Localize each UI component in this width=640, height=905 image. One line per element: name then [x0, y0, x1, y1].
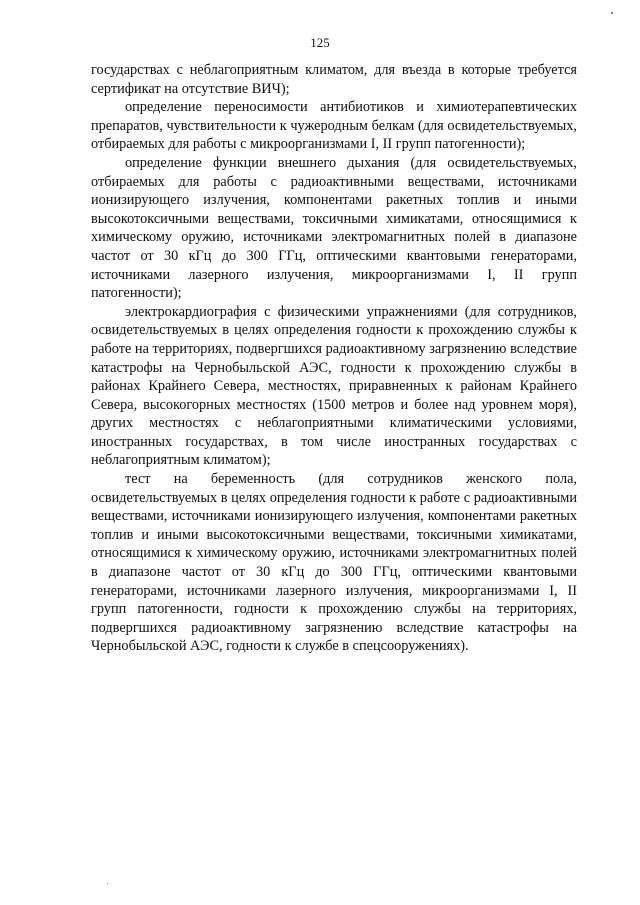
paragraph-respiratory-function: определение функции внешнего дыхания (для освидетельствуемых, отбираемых для работы с радиоактивными веществами, источниками ионизирующего излучения, компонентами ракетных топлив и иными высокотоксичными веществами, токсичными химикатами, относящимися к химическому оружию, источниками электромагнитных полей в диапазоне частот от 30 кГц до 300 ГГц, оптическими квантовыми генераторами, источниками лазерного излучения, микроорганизмами I, II групп патогенности);: [91, 154, 577, 302]
scan-speck: [611, 12, 613, 14]
paragraph-pregnancy-test: тест на беременность (для сотрудников женского пола, освидетельствуемых в целях определения годности к работе с радиоактивными веществами, источниками ионизирующего излучения, компонентами ракетных топлив и иными высокотоксичными веществами, токсичными химикатами, относящимися к химическому оружию, источниками электромагнитных полей в диапазоне частот от 30 кГц до 300 ГГц, оптическими квантовыми генераторами, источниками лазерного излучения, микроорганизмами I, II групп патогенности, годности к прохождению службы на территориях, подвергшихся радиоактивному загрязнению вследствие катастрофы на Чернобыльской АЭС, годности к службе в спецсооружениях).: [91, 471, 577, 655]
scan-speck: [107, 883, 108, 884]
document-body: [91, 61, 577, 656]
paragraph-continuation: государствах с неблагоприятным климатом, для въезда в которые требуется сертификат на отсутствие ВИЧ);: [91, 62, 577, 97]
paragraph-antibiotic-tolerance: определение переносимости антибиотиков и химиотерапевтических препаратов, чувствительности к чужеродным белкам (для освидетельствуемых, отбираемых для работы с микроорганизмами I, II групп патогенности);: [91, 99, 577, 153]
paragraph-electrocardiography: электрокардиография с физическими упражнениями (для сотрудников, освидетельствуемых в целях определения годности к прохождению службы к работе на территориях, подвергшихся радиоактивному загрязнению вследствие катастрофы на Чернобыльской АЭС, годности к прохождению службы в районах Крайнего Севера, местностях, приравненных к районам Крайнего Севера, высокогорных местностях (1500 метров и более над уровнем моря), других местностях с неблагоприятными климатическими условиями, иностранных государствах, в том числе иностранных государствах с неблагоприятным климатом);: [91, 303, 577, 469]
page-number: 125: [310, 35, 330, 50]
